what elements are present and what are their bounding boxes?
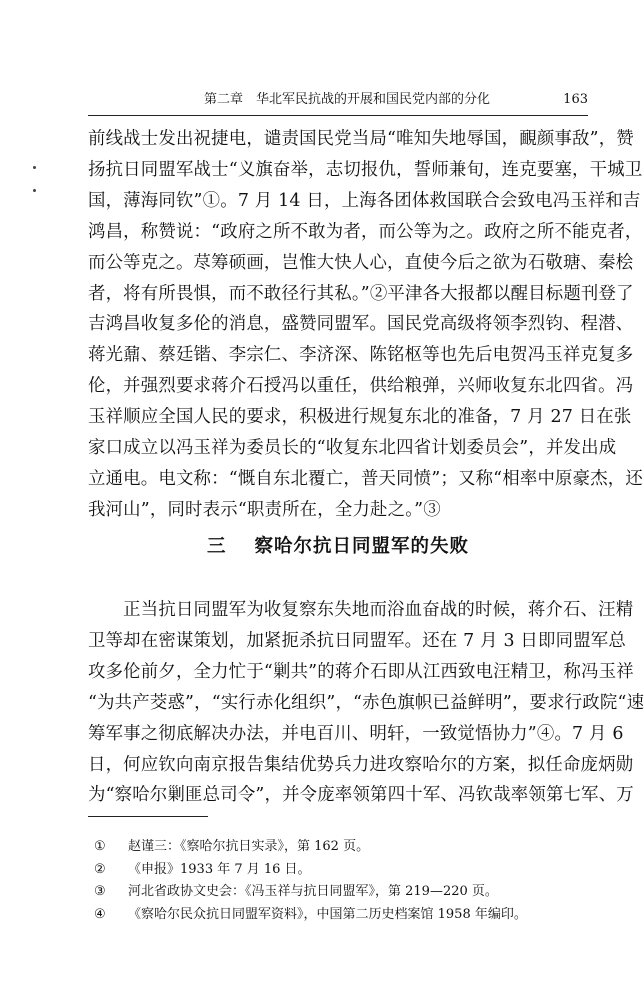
footnote <box>88 859 588 882</box>
text-line: 而公等克之。荩筹硕画，岂惟大快人心，直使今后之欲为石敬瑭、秦桧 <box>88 252 634 273</box>
header-rule <box>88 115 588 116</box>
text-line: 日，何应钦向南京报告集结优势兵力进攻察哈尔的方案，拟任命庞炳勋 <box>88 754 634 775</box>
section-heading <box>88 532 588 562</box>
running-header <box>88 88 588 112</box>
footnote-text: 《察哈尔民众抗日同盟军资料》，中国第二历史档案馆 1958 年编印。 <box>128 906 527 922</box>
text-line: 扬抗日同盟军战士“义旗奋举，志切报仇，誓师兼旬，连克要塞，干城卫 <box>88 159 643 180</box>
footnote-text: 赵谨三：《察哈尔抗日实录》，第 162 页。 <box>128 839 370 854</box>
text-line: 筹军事之彻底解决办法，并电百川、明轩，一致觉悟协力”④。7 月 6 <box>88 723 624 744</box>
text-line: “为共产茭惑”，“实行赤化组织”，“赤色旗帜已益鲜明”，要求行政院“速 <box>88 692 644 713</box>
footnote <box>88 836 588 859</box>
text-line: 前线战士发出祝捷电，谴责国民党当局“唯知失地辱国，靦颜事敌”，赞 <box>88 129 634 149</box>
text-line: 为“察哈尔剿匪总司令”，并令庞率领第四十军、冯钦哉率领第七军、万 <box>88 785 634 806</box>
text-line: 伦，并强烈要求蒋介石授冯以重任，供给粮弹，兴师收复东北四省。冯 <box>88 376 634 397</box>
scan-speck <box>33 189 36 192</box>
text-line: 攻多伦前夕，全力忙于“剿共”的蒋介石即从江西致电汪精卫，称冯玉祥 <box>88 661 634 682</box>
footnote-mark: ② <box>94 861 106 877</box>
section-number: 三 <box>206 536 227 557</box>
footnote-text: 《申报》1933 年 7 月 16 日。 <box>128 861 311 877</box>
footnote-rule <box>88 816 208 817</box>
text-line: 者，将有所畏惧，而不敢径行其私。”②平津各大报都以醒目标题刊登了 <box>88 283 634 304</box>
footnote-text: 河北省政协文史会：《冯玉祥与抗日同盟军》，第 219—220 页。 <box>128 884 498 899</box>
section-title: 察哈尔抗日同盟军的失败 <box>254 536 470 557</box>
footnote <box>88 881 588 904</box>
page-number: 163 <box>563 92 588 107</box>
text-line: 玉祥顺应全国人民的要求，积极进行规复东北的准备，7 月 27 日在张 <box>88 407 632 428</box>
text-line: 蒋光鼐、蔡廷锴、李宗仁、李济深、陈铭枢等也先后电贺冯玉祥克复多 <box>88 345 634 366</box>
running-title: 第二章 华北军民抗战的开展和国民党内部的分化 <box>204 92 491 107</box>
text-line: 卫等却在密谋策划，加紧扼杀抗日同盟军。还在 7 月 3 日即同盟军总 <box>88 630 626 651</box>
footnote-mark: ① <box>94 839 106 854</box>
paragraph <box>88 595 644 811</box>
text-line: 吉鸿昌收复多伦的消息，盛赞同盟军。国民党高级将领李烈钧、程潜、 <box>88 314 634 335</box>
footnotes <box>88 836 588 926</box>
footnote <box>88 904 588 927</box>
text-line: 正当抗日同盟军为收复察东失地而浴血奋战的时候，蒋介石、汪精 <box>88 600 634 620</box>
paragraph-continued <box>88 124 643 526</box>
text-line: 鸿昌，称赞说：“政府之所不敢为者，而公等为之。政府之所不能克者， <box>88 221 643 242</box>
text-line: 国，薄海同钦”①。7 月 14 日，上海各团体救国联合会致电冯玉祥和吉 <box>88 190 641 211</box>
text-line: 立通电。电文称：“慨自东北覆亡，普天同愤”；又称“相率中原豪杰，还 <box>88 468 643 489</box>
scan-speck <box>33 166 36 169</box>
text-line: 我河山”，同时表示“职责所在，全力赴之。”③ <box>88 499 441 520</box>
footnote-mark: ④ <box>94 906 106 922</box>
footnote-mark: ③ <box>94 884 106 899</box>
text-line: 家口成立以冯玉祥为委员长的“收复东北四省计划委员会”，并发出成 <box>88 438 617 459</box>
